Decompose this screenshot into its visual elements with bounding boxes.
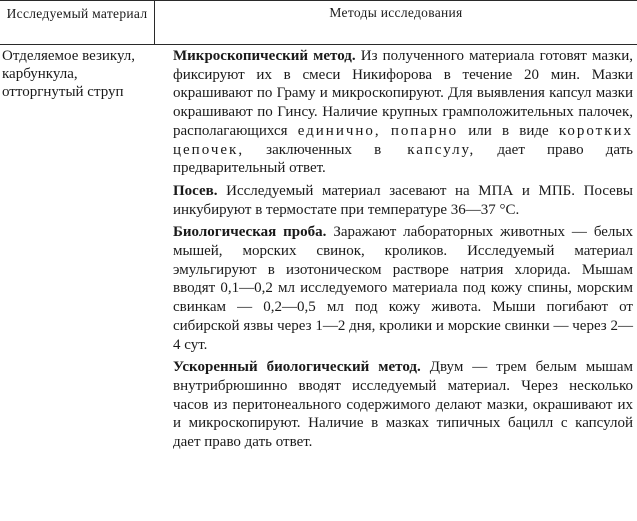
microscopy-spaced-3: коротких цепочек, — [173, 122, 634, 158]
rapid-title: Ускоренный биологический метод. — [173, 359, 421, 376]
microscopy-text-2: или в виде — [468, 122, 549, 139]
microscopy-text-3: заключенных — [266, 141, 352, 158]
header-bottom-rule — [0, 44, 637, 45]
bioassay-paragraph — [173, 223, 633, 354]
header-material: Исследуемый материал — [6, 6, 148, 21]
bioassay-text: Заражают лабораторных животных — белых мышей, морских свинок, кроликов. Исследуемый материал эмульгируют в изотоническом растворе натрия хлорида. Мышам вводят 0,1—0,2 мл исследуемого материала под кожу спины, морским свинкам — 0,2—0,5 мл под кожу живота. Мыши погибают от сибирской язвы через 1—2 дня, кролики и морские свинки — через 2—4 сут. — [173, 224, 633, 353]
culture-text: Исследуемый материал засевают на МПА и МПБ. Посевы инкубируют в термостате при температуре 36—37 °С. — [173, 182, 633, 218]
table-top-rule — [0, 0, 637, 1]
header-methods: Методы исследования — [329, 5, 463, 20]
rapid-paragraph — [173, 358, 633, 452]
microscopy-spaced-1: единично, — [297, 122, 381, 139]
microscopy-paragraph — [173, 47, 633, 178]
microscopy-text-4: дает право дать предварительный ответ. — [173, 141, 634, 177]
material-cell: Отделяемое везикул, карбункула, отторгнутый струп — [2, 48, 136, 100]
rapid-text: Двум — трем белым мышам внутрибрюшинно вводят исследуемый материал. Через несколько часов из перитонеального содержимого делают мазки, окрашивают их и микроскопируют. Наличие в мазках типичных бацилл с капсулой дает право дать ответ. — [173, 359, 634, 451]
microscopy-text-1: Из полученного материала готовят мазки, фиксируют их в смеси Никифорова в течение 20 мин. Мазки окрашивают по Граму и микроскопируют. Для выявления капсул мазки окрашивают по Гинсу. Наличие крупных грамположительных палочек, располагающихся — [173, 48, 634, 139]
microscopy-title: Микроскопический метод. — [173, 48, 356, 64]
culture-title: Посев. — [173, 182, 218, 199]
microscopy-spaced-4: в капсулу, — [374, 141, 476, 158]
microscopy-spaced-2: попарно — [390, 122, 459, 139]
culture-paragraph — [173, 182, 633, 219]
bioassay-title: Биологическая проба. — [173, 224, 327, 241]
methods-cell — [173, 47, 633, 452]
